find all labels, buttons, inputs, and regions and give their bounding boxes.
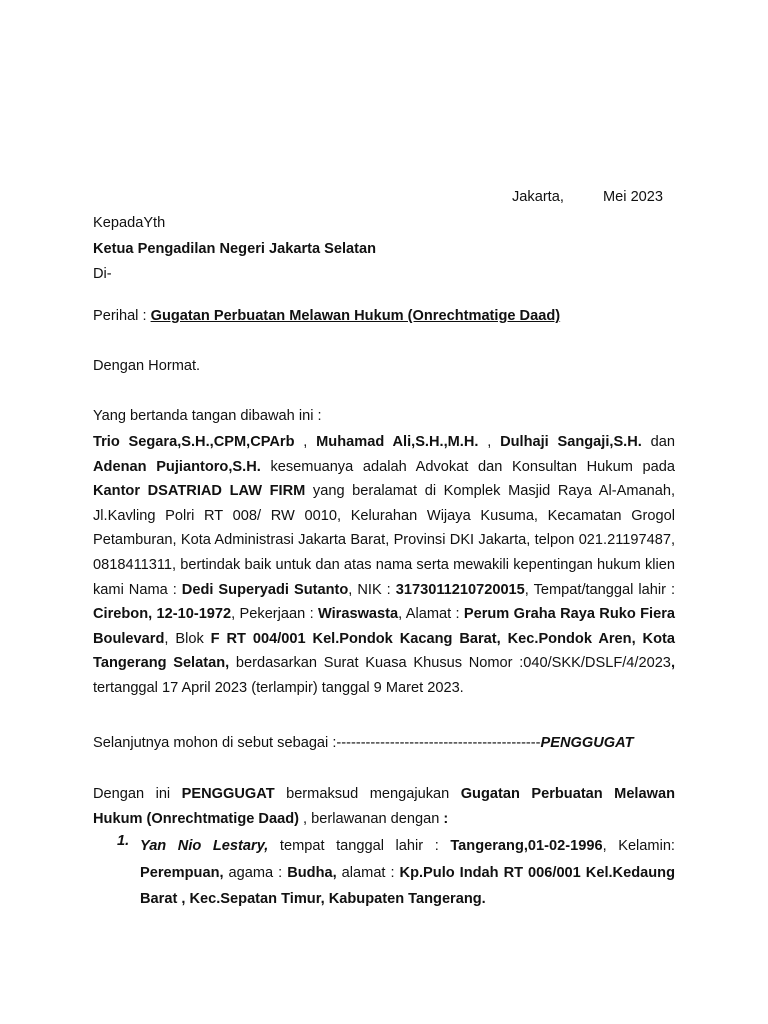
client-address-2: F RT 004/001 Kel.Pondok Kacang Barat, Kec.Pondok Aren, Kota Tangerang Selatan, xyxy=(93,630,675,672)
client-birth: Cirebon, 12-10-1972 xyxy=(93,606,232,623)
claim-title: Gugatan Perbuatan Melawan Hukum (Onrechtmatige Daad) xyxy=(93,786,675,827)
lawyer-1: Trio Segara,S.H.,CPM,CPArb xyxy=(93,434,295,450)
claim-plaintiff: PENGGUGAT xyxy=(181,786,275,802)
date-city: Jakarta, xyxy=(512,189,564,205)
subject-line xyxy=(93,308,560,324)
lawyer-2: Muhamad Ali,S.H.,M.H. xyxy=(316,434,479,450)
date-month-year: Mei 2023 xyxy=(603,189,664,205)
defendant-birth: Tangerang,01-02-1996 xyxy=(450,838,603,854)
hereinafter-line: Selanjutnya mohon di sebut sebagai :------------------------------------------PENGGUGAT xyxy=(93,735,634,751)
defendant-item xyxy=(117,833,675,913)
body-paragraph: Trio Segara,S.H.,CPM,CPArb , Muhamad Ali,S.H.,M.H. , Dulhaji Sangaji,S.H. dan Adenan Pujiantoro,S.H. kesemuanya adalah Advokat dan Konsultan Hukum pada Kantor DSATRIAD LAW FIRM yang beralamat di Komplek Masjid Raya Al-Amanah, Jl.Kavling Polri RT 008/ RW 0010, Kelurahan Wijaya Kusuma, Kecamatan Grogol Petamburan, Kota Administrasi Jakarta Barat, Provinsi DKI Jakarta, telpon 021.21197487, 0818411311, bertindak baik untuk dan atas nama serta mewakili kepentingan hukum klien kami Nama : Dedi Superyadi Sutanto, NIK : 3173011210720015, Tempat/tanggal lahir : Cirebon, 12-10-1972, Pekerjaan : Wiraswasta, Alamat : Perum Graha Raya Ruko Fiera Boulevard, Blok F RT 004/001 Kel.Pondok Kacang Barat, Kec.Pondok Aren, Kota Tangerang Selatan, berdasarkan Surat Kuasa Khusus Nomor :040/SKK/DSLF/4/2023, tertanggal 17 April 2023 (terlampir) tanggal 9 Maret 2023. xyxy=(93,434,675,696)
client-name: Dedi Superyadi Sutanto xyxy=(181,581,349,598)
client-job: Wiraswasta xyxy=(317,606,399,623)
plaintiff-role: PENGGUGAT xyxy=(540,735,634,751)
defendant-name: Yan Nio Lestary, xyxy=(140,838,269,854)
client-address-1: Perum Graha Raya Ruko Fiera Boulevard xyxy=(93,606,675,647)
letter-date xyxy=(512,189,664,205)
lawyer-3: Dulhaji Sangaji,S.H. xyxy=(500,434,642,450)
claim-paragraph: Dengan ini PENGGUGAT bermaksud mengajukan Gugatan Perbuatan Melawan Hukum (Onrechtmatige Daad) , berlawanan dengan : xyxy=(93,786,675,827)
recipient-at: Di- xyxy=(93,266,112,282)
defendant-address: Kp.Pulo Indah RT 006/001 Kel.Kedaung Barat , Kec.Sepatan Timur, Kabupaten Tangerang. xyxy=(140,864,675,907)
subject-label: Perihal : xyxy=(93,308,151,324)
defendant-number: 1. xyxy=(117,833,130,849)
client-nik: 3173011210720015 xyxy=(395,581,525,598)
recipient-to: KepadaYth xyxy=(93,215,166,231)
intro-text: Yang bertanda tangan dibawah ini : xyxy=(93,408,322,424)
lawyer-4: Adenan Pujiantoro,S.H. xyxy=(93,458,261,475)
defendant-text: Yan Nio Lestary, tempat tanggal lahir : Tangerang,01-02-1996, Kelamin: Perempuan, agama : Budha, alamat : Kp.Pulo Indah RT 006/001 Kel.Kedaung Barat , Kec.Sepatan Timur, Kabupaten Tangerang. xyxy=(140,838,675,907)
recipient-name: Ketua Pengadilan Negeri Jakarta Selatan xyxy=(93,241,377,257)
greeting: Dengan Hormat. xyxy=(93,358,201,374)
defendant-religion: Budha, xyxy=(287,864,337,881)
defendant-gender: Perempuan, xyxy=(140,864,224,881)
subject-title: Gugatan Perbuatan Melawan Hukum (Onrechtmatige Daad) xyxy=(150,308,561,324)
law-firm-name: Kantor DSATRIAD LAW FIRM xyxy=(93,483,306,500)
